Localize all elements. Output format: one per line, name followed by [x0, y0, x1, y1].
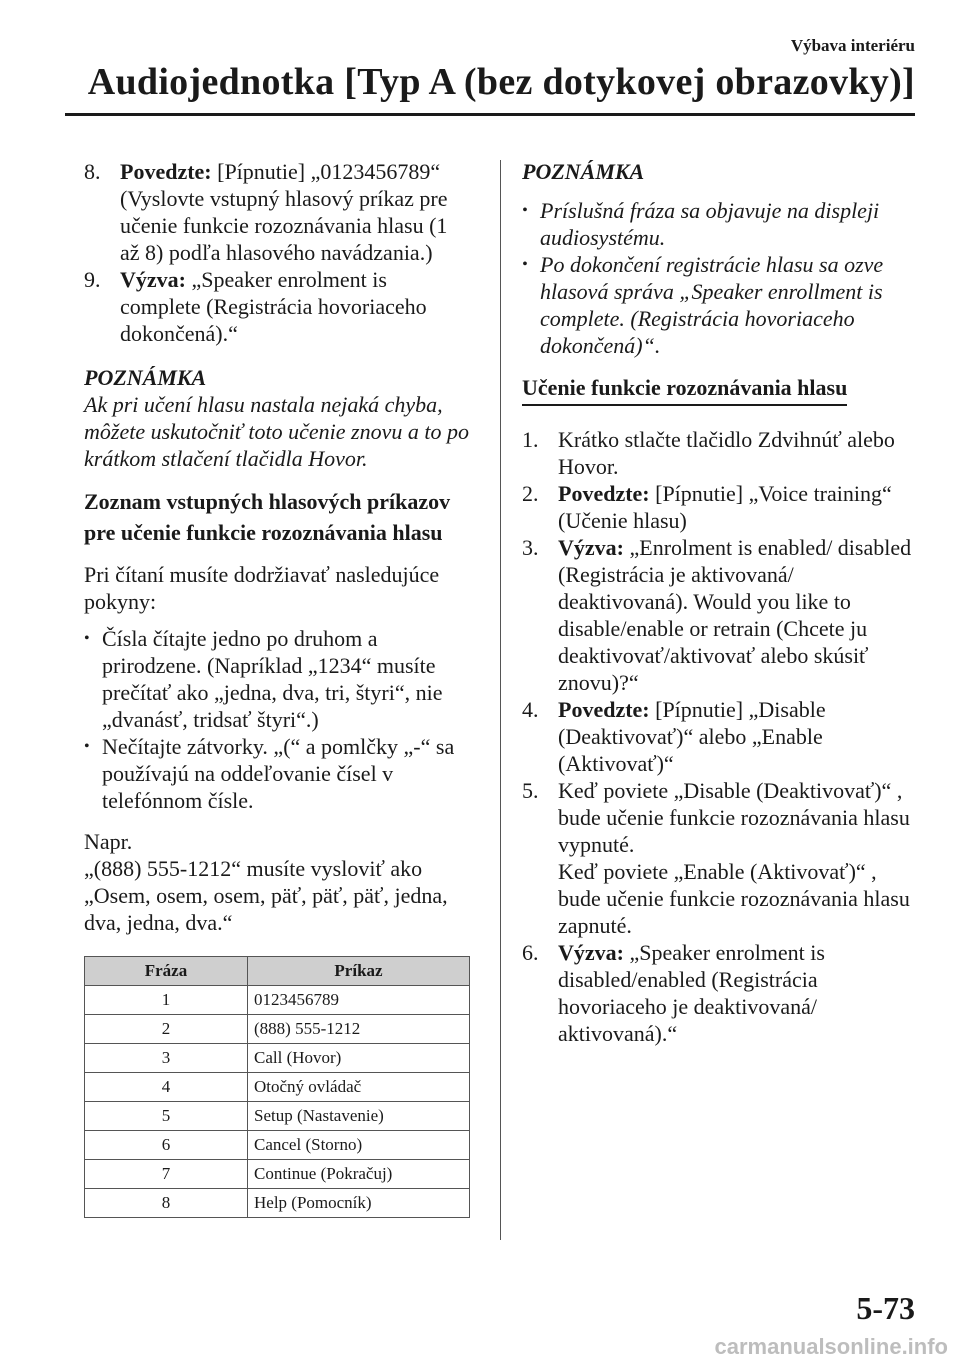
step-text	[558, 480, 922, 534]
table-cell: 8	[85, 1189, 248, 1218]
step-number: 6.	[522, 940, 539, 965]
step-text	[558, 534, 922, 696]
watermark: carmanualsonline.info	[714, 1334, 948, 1359]
table-cell: (888) 555-1212	[248, 1015, 470, 1044]
step-number: 8.	[84, 159, 101, 184]
bullet-text: Čísla čítajte jedno po druhom a prirodzene. (Napríklad „1234“ musíte prečítať ako „jedna, dva, tri, štyri“, nie „dvanásť, tridsať štyri“.)	[102, 626, 443, 732]
step-number: 5.	[522, 778, 539, 803]
table-cell: Help (Pomocník)	[248, 1189, 470, 1218]
step-number: 2.	[522, 481, 539, 506]
table-cell: 4	[85, 1073, 248, 1102]
section-label: Výbava interiéru	[790, 36, 915, 55]
table-cell: Cancel (Storno)	[248, 1131, 470, 1160]
phrase-table	[84, 956, 470, 1218]
example-text: „(888) 555-1212“ musíte vysloviť ako „Osem, osem, osem, päť, päť, päť, jedna, dva, jedna, dva.“	[84, 856, 448, 935]
step-body: [Pípnutie] „Voice training“ (Učenie hlasu)	[558, 481, 892, 533]
bullet-item	[84, 625, 472, 733]
step-label: Povedzte:	[558, 697, 650, 722]
step-body: [Pípnutie] „Disable (Deaktivovať)“ alebo „Enable (Aktivovať)“	[558, 697, 826, 776]
table-row	[85, 1131, 470, 1160]
table-row	[85, 1189, 470, 1218]
step-9	[84, 266, 472, 347]
column-header: Príkaz	[248, 957, 470, 986]
table-row	[85, 1044, 470, 1073]
step-body: „Speaker enrolment is disabled/enabled (Registrácia hovoriaceho je deaktivovaná/ aktivovaná).“	[558, 940, 825, 1046]
bullet-item	[84, 733, 472, 814]
table-row	[85, 1015, 470, 1044]
step-3	[522, 534, 922, 696]
bullet-icon: •	[84, 738, 90, 755]
table-cell: Setup (Nastavenie)	[248, 1102, 470, 1131]
table-cell: 0123456789	[248, 986, 470, 1015]
step-6	[522, 939, 922, 1047]
step-number: 3.	[522, 535, 539, 560]
note-bullet	[522, 251, 922, 359]
column-divider	[500, 160, 501, 1240]
section-heading: Učenie funkcie rozoznávania hlasu	[522, 375, 847, 406]
table-cell: 1	[85, 986, 248, 1015]
step-number: 4.	[522, 697, 539, 722]
table-cell: 6	[85, 1131, 248, 1160]
bullet-icon: •	[522, 256, 528, 273]
step-text	[558, 426, 922, 480]
step-number: 1.	[522, 427, 539, 452]
header-rule	[65, 113, 915, 116]
step-5	[522, 777, 922, 939]
note-bullet	[522, 197, 922, 251]
step-number: 9.	[84, 267, 101, 292]
step-4	[522, 696, 922, 777]
table-header-row	[85, 957, 470, 986]
bullet-text: Nečítajte zátvorky. „(“ a pomlčky „-“ sa používajú na oddeľovanie čísel v telefónnom čísle.	[102, 734, 455, 813]
step-body: Krátko stlačte tlačidlo Zdvihnúť alebo Hovor.	[558, 427, 895, 479]
table-cell: Otočný ovládač	[248, 1073, 470, 1102]
step-text	[558, 939, 922, 1047]
table-cell: Continue (Pokračuj)	[248, 1160, 470, 1189]
table-row	[85, 1160, 470, 1189]
note-heading: POZNÁMKA	[84, 365, 207, 390]
table-row	[85, 1073, 470, 1102]
step-label: Výzva:	[558, 940, 624, 965]
step-body: Keď poviete „Disable (Deaktivovať)“ , bude učenie funkcie rozoznávania hlasu vypnuté.	[558, 778, 910, 857]
step-text	[558, 777, 922, 939]
step-body-extra: Keď poviete „Enable (Aktivovať)“ , bude učenie funkcie rozoznávania hlasu zapnuté.	[558, 859, 910, 938]
table-cell: 5	[85, 1102, 248, 1131]
note-text: Ak pri učení hlasu nastala nejaká chyba, môžete uskutočniť toto učenie znovu a to po krátkom stlačení tlačidla Hovor.	[84, 392, 469, 471]
intro-text: Pri čítaní musíte dodržiavať nasledujúce pokyny:	[84, 562, 440, 614]
step-body: [Pípnutie] „0123456789“ (Vyslovte vstupný hlasový príkaz pre učenie funkcie rozoznávania hlasu (1 až 8) podľa hlasového navádzania.)	[120, 159, 448, 265]
example-label: Napr.	[84, 829, 133, 854]
table-row	[85, 1102, 470, 1131]
right-column	[522, 158, 922, 1047]
table-row	[85, 986, 470, 1015]
step-text	[120, 266, 472, 347]
left-column	[84, 158, 472, 1218]
step-label: Výzva:	[558, 535, 624, 560]
list-heading: Zoznam vstupných hlasových príkazov pre učenie funkcie rozoznávania hlasu	[84, 489, 451, 545]
step-body: „Speaker enrolment is complete (Registrácia hovoriaceho dokončená).“	[120, 267, 427, 346]
note-bullet-text: Po dokončení registrácie hlasu sa ozve hlasová správa „Speaker enrollment is complete. (Registrácia hovoriaceho dokončená)“.	[540, 252, 884, 358]
step-label: Povedzte:	[558, 481, 650, 506]
step-text	[120, 158, 472, 266]
bullet-icon: •	[84, 630, 90, 647]
page-number: 5-73	[856, 1290, 915, 1326]
step-label: Výzva:	[120, 267, 186, 292]
bullet-icon: •	[522, 202, 528, 219]
table-cell: Call (Hovor)	[248, 1044, 470, 1073]
table-cell: 7	[85, 1160, 248, 1189]
step-text	[558, 696, 922, 777]
page-title: Audiojednotka [Typ A (bez dotykovej obrazovky)]	[87, 61, 915, 103]
step-label: Povedzte:	[120, 159, 212, 184]
step-1	[522, 426, 922, 480]
step-body: „Enrolment is enabled/ disabled (Registrácia je aktivovaná/ deaktivovaná). Would you like to disable/enable or retrain (Chcete ju deaktivovať/aktivovať alebo skúsiť znovu)?“	[558, 535, 912, 695]
note-heading: POZNÁMKA	[522, 159, 645, 184]
note-bullet-text: Príslušná fráza sa objavuje na displeji audiosystému.	[540, 198, 880, 250]
table-cell: 2	[85, 1015, 248, 1044]
table-cell: 3	[85, 1044, 248, 1073]
step-8	[84, 158, 472, 266]
step-2	[522, 480, 922, 534]
column-header: Fráza	[85, 957, 248, 986]
